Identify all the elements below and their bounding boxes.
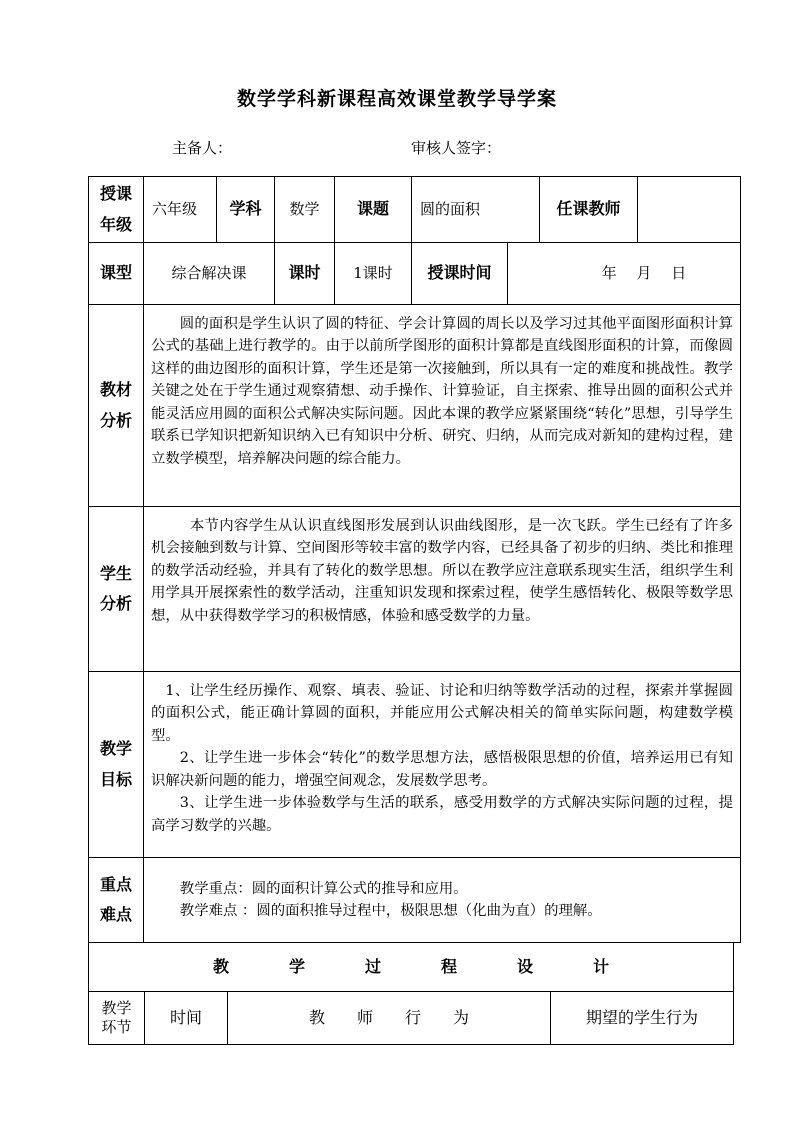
reviewer-label: 审核人签字： [411, 139, 502, 157]
process-heading-char: 教 [212, 957, 229, 977]
difficult-point: 教学难点 ：圆的面积推导过程中，极限思想（化曲为直）的理解。 [179, 903, 602, 920]
topic-label: 课题 [334, 176, 412, 243]
subject-label: 学科 [216, 176, 275, 243]
student-label: 学生分析 [99, 563, 132, 613]
type-label: 课型 [88, 242, 144, 305]
stage-label-cell [88, 991, 145, 1045]
goal-1: 1、让学生经历操作、观察、填表、验证、讨论和归纳等数学活动的过程，探索并掌握圆的面积公式，能正确计算圆的面积，并能应用公式解决相关的简单实际问题，构建数学模型。 [151, 683, 733, 744]
teacher-header-char: 行 [405, 1008, 422, 1028]
teacher-header-char: 师 [356, 1008, 373, 1028]
grade-value: 六年级 [143, 176, 217, 243]
grade-label: 授课年级 [99, 184, 132, 234]
teacher-value [637, 176, 741, 243]
time-label: 授课时间 [411, 242, 508, 305]
grade-label-cell [88, 176, 144, 243]
student-analysis [143, 506, 741, 672]
key-label: 重点难点 [99, 874, 132, 924]
goal-3: 3、让学生进一步体验数学与生活的联系，感受用数学的方式解决实际问题的过程，提高学习数学的兴趣。 [151, 795, 733, 834]
goal-label: 教学目标 [99, 739, 132, 789]
preparer-label: 主备人： [172, 139, 233, 157]
process-heading-char: 计 [593, 957, 610, 977]
teacher-label: 任课教师 [539, 176, 638, 243]
teacher-header-char: 教 [308, 1008, 325, 1028]
type-value: 综合解决课 [143, 242, 275, 305]
process-heading-char: 过 [364, 957, 381, 977]
teacher-header-char: 为 [453, 1008, 470, 1028]
key-point: 教学重点：圆的面积计算公式的推导和应用。 [179, 881, 468, 897]
goal-2: 2、让学生进一步体会“转化”的数学思想方法，感悟极限思想的价值，培养运用已有知识解决新问题的能力，增强空间观念，发展数学思考。 [151, 750, 733, 789]
material-text: 圆的面积是学生认识了圆的特征、学会计算圆的周长以及学习过其他平面图形面积计算公式的基础上进行教学的。由于以前所学图形的面积计算都是直线图形面积的计算，而像圆这样的曲边图形的面积计算，学生还是第一次接触到，所以具有一定的难度和挑战性。教学关键之处在于学生通过观察猜想、动手操作、计算验证，自主探索、推导出圆的面积公式并能灵活应用圆的面积公式解决实际问题。因此本课的教学应紧紧围绕“转化”思想，引导学生联系已学知识把新知识纳入已有知识中分析、研究、归纳，从而完成对新知的建构过程，建立数学模型，培养解决问题的综合能力。 [151, 316, 733, 467]
student-text: 本节内容学生从认识直线图形发展到认识曲线图形，是一次飞跃。学生已经有了许多机会接触到数与计算、空间图形等较丰富的数学内容，已经具备了初步的归纳、类比和推理的数学活动经验，并具有了转化的数学思想。所以在教学应注意联系现实生活，组织学生利用学具开展探索性的数学活动，注重知识发现和探索过程，使学生感悟转化、极限等数学思想，从中获得数学学习的积极情感，体验和感受数学的力量。 [151, 518, 733, 624]
hours-value: 1课时 [334, 242, 412, 305]
document-title: 数学学科新课程高效课堂教学导学案 [236, 88, 557, 110]
material-label: 教材分析 [99, 380, 132, 430]
process-heading [88, 942, 734, 992]
hours-label: 课时 [274, 242, 335, 305]
key-points [143, 857, 741, 943]
subject-value: 数学 [274, 176, 335, 243]
process-heading-char: 程 [441, 957, 458, 977]
stage-label: 教学环节 [101, 998, 132, 1036]
process-time-label: 时间 [144, 991, 228, 1045]
goal-label-cell [88, 671, 144, 858]
process-heading-char: 学 [288, 957, 305, 977]
key-label-cell [88, 857, 144, 943]
material-analysis [143, 304, 741, 507]
time-value: 年 月 日 [507, 242, 741, 305]
teacher-behavior-header [227, 991, 551, 1045]
topic-value: 圆的面积 [411, 176, 540, 243]
student-label-cell [88, 506, 144, 672]
student-behavior-header: 期望的学生行为 [550, 991, 734, 1045]
material-label-cell [88, 304, 144, 507]
teaching-goals [143, 671, 741, 858]
process-heading-char: 设 [517, 957, 534, 977]
